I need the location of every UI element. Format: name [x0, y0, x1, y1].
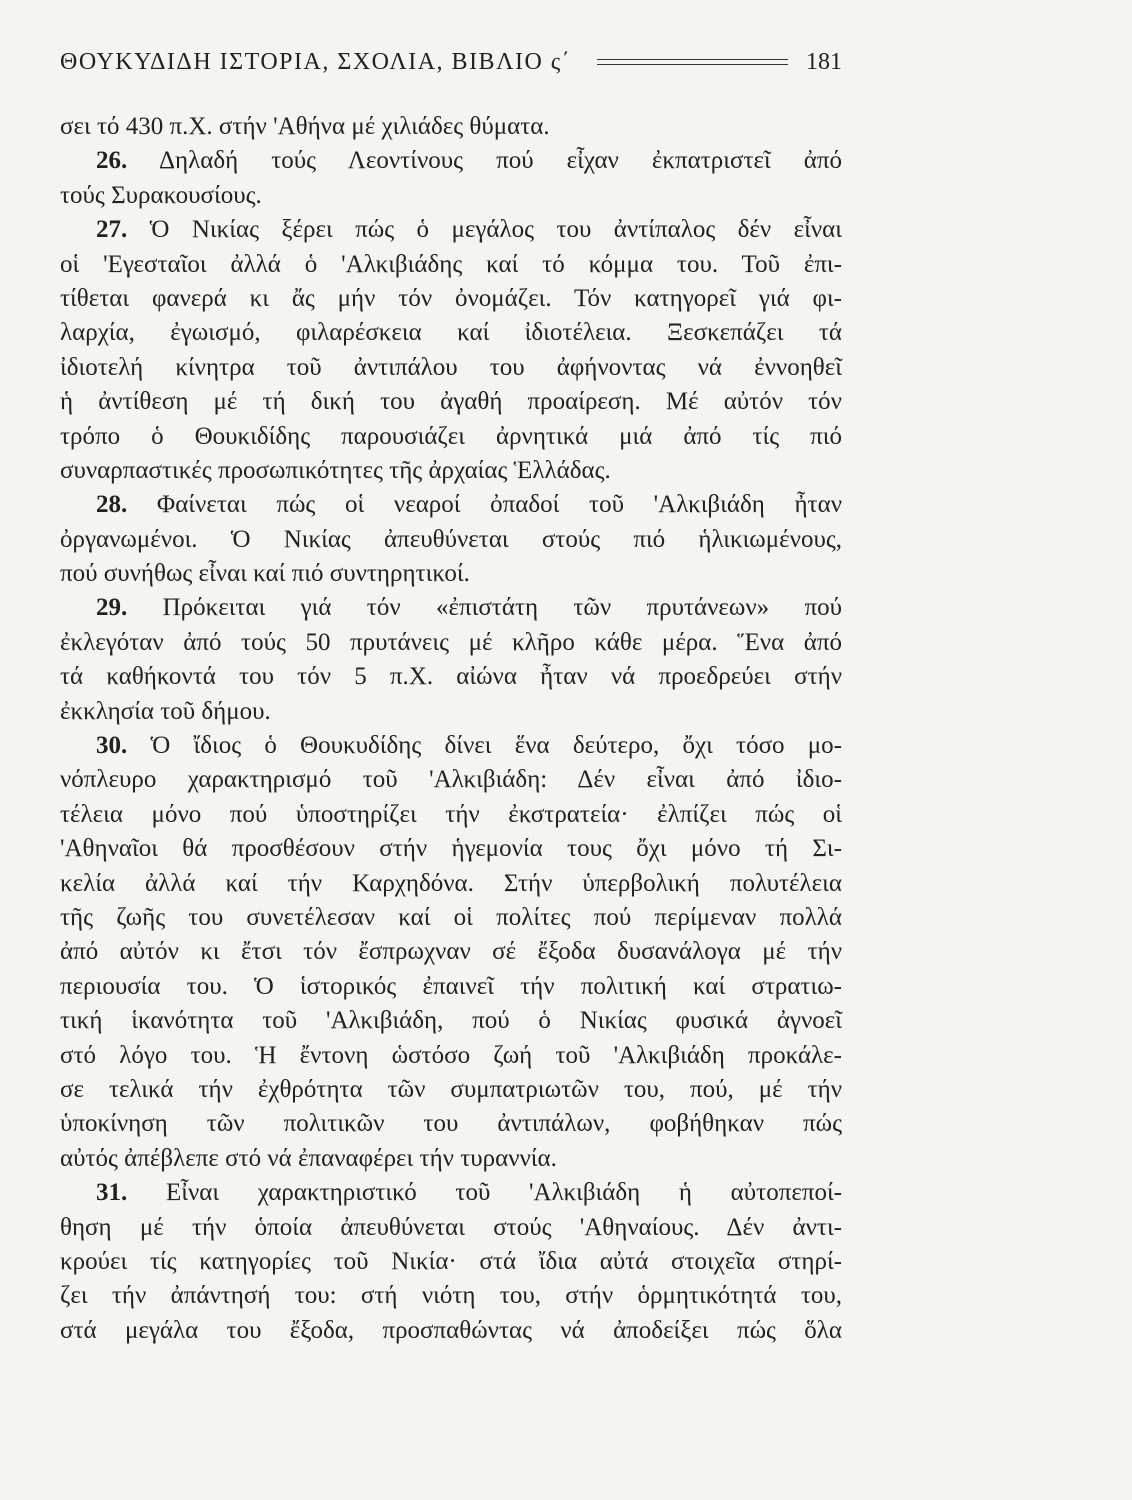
- note-number: 27.: [96, 216, 128, 244]
- note-number: 26.: [96, 147, 128, 175]
- note-line: κρούει τίς κατηγορίες τοῦ Νικία· στά ἴδια αὐτά στοιχεῖα στηρί-: [60, 1247, 842, 1275]
- note-line: τέλεια μόνο πού ὑποστηρίζει τήν ἐκστρατεία· ἐλπίζει πώς οἱ: [60, 800, 842, 828]
- note-number: 28.: [96, 491, 128, 519]
- running-header: [60, 46, 842, 78]
- note-line: τική ἱκανότητα τοῦ 'Αλκιβιάδη, πού ὁ Νικίας φυσικά ἀγνοεῖ: [60, 1007, 842, 1035]
- note-line: ἐκκλησία τοῦ δήμου.: [60, 697, 271, 725]
- note-line: κελία ἀλλά καί τήν Καρχηδόνα. Στήν ὑπερβολική πολυτέλεια: [60, 869, 842, 897]
- note-line: 28. Φαίνεται πώς οἱ νεαροί ὀπαδοί τοῦ 'Αλκιβιάδη ἦταν: [96, 491, 842, 519]
- note-line: τῆς ζωῆς του συνετέλεσαν καί οἱ πολίτες πού περίμεναν πολλά: [60, 903, 842, 931]
- note-line: 'Αθηναῖοι θά προσθέσουν στήν ἡγεμονία τους ὄχι μόνο τή Σι-: [60, 835, 842, 863]
- note-line: τρόπο ὁ Θουκιδίδης παρουσιάζει ἀρνητικά μιά ἀπό τίς πιό: [60, 422, 842, 450]
- note-line: σει τό 430 π.Χ. στήν 'Αθήνα μέ χιλιάδες θύματα.: [60, 113, 550, 140]
- note-line: τά καθήκοντά του τόν 5 π.Χ. αἰώνα ἦταν νά προεδρεύει στήν: [60, 663, 842, 691]
- note-line: ἐκλεγόταν ἀπό τούς 50 πρυτάνεις μέ κλῆρο κάθε μέρα. Ἕνα ἀπό: [60, 628, 842, 656]
- running-title: ΘΟΥΚΥΔΙΔΗ ΙΣΤΟΡΙΑ, ΣΧΟΛΙΑ, ΒΙΒΛΙΟ ς΄: [60, 48, 572, 75]
- note-line: νόπλευρο χαρακτηρισμό τοῦ 'Αλκιβιάδη: Δέν εἶναι ἀπό ἰδιο-: [60, 766, 842, 794]
- note-line: αὐτός ἀπέβλεπε στό νά ἐπαναφέρει τήν τυραννία.: [60, 1144, 557, 1172]
- header-rule: [597, 59, 788, 65]
- note-number: 30.: [96, 732, 128, 760]
- note-line: θηση μέ τήν ὁποία ἀπευθύνεται στούς 'Αθηναίους. Δέν ἀντι-: [60, 1213, 842, 1241]
- note-line: 30. Ὁ ἴδιος ὁ Θουκυδίδης δίνει ἕνα δεύτερο, ὄχι τόσο μο-: [96, 732, 843, 760]
- note-line: στά μεγάλα του ἔξοδα, προσπαθώντας νά ἀποδείξει πώς ὅλα: [60, 1316, 842, 1344]
- note-line: συναρπαστικές προσωπικότητες τῆς ἀρχαίας Ἑλλάδας.: [60, 456, 611, 484]
- note-number: 29.: [96, 594, 128, 622]
- note-line: 29. Πρόκειται γιά τόν «ἐπιστάτη τῶν πρυτάνεων» πού: [96, 594, 842, 622]
- note-line: λαρχία, ἐγωισμό, φιλαρέσκεια καί ἰδιοτέλεια. Ξεσκεπάζει τά: [60, 319, 842, 347]
- note-line: ὑποκίνηση τῶν πολιτικῶν του ἀντιπάλων, φοβήθηκαν πώς: [60, 1110, 842, 1138]
- note-line: τούς Συρακουσίους.: [60, 181, 262, 209]
- note-line: σε τελικά τήν ἐχθρότητα τῶν συμπατριωτῶν του, πού, μέ τήν: [60, 1075, 842, 1103]
- note-number: 31.: [96, 1179, 128, 1207]
- note-line: ἀπό αὐτόν κι ἔτσι τόν ἔσπρωχναν σέ ἔξοδα δυσανάλογα μέ τήν: [60, 938, 842, 966]
- note-line: 26. Δηλαδή τούς Λεοντίνους πού εἶχαν ἐκπατριστεῖ ἀπό: [96, 147, 843, 175]
- note-line: ὀργανωμένοι. Ὁ Νικίας ἀπευθύνεται στούς πιό ἡλικιωμένους,: [60, 525, 842, 553]
- page-number: 181: [806, 48, 842, 75]
- note-line: οἱ 'Εγεσταῖοι ἀλλά ὁ 'Αλκιβιάδης καί τό κόμμα του. Τοῦ ἐπι-: [60, 250, 842, 278]
- notes-body: [60, 110, 842, 1348]
- note-line: τίθεται φανερά κι ἄς μήν τόν ὀνομάζει. Τόν κατηγορεῖ γιά φι-: [60, 284, 842, 312]
- note-line: ἰδιοτελή κίνητρα τοῦ ἀντιπάλου του ἀφήνοντας νά ἐννοηθεῖ: [60, 353, 842, 381]
- note-line: ζει τήν ἀπάντησή του: στή νιότη του, στήν ὁρμητικότητά του,: [60, 1282, 842, 1310]
- note-line: περιουσία του. Ὁ ἱστορικός ἐπαινεῖ τήν πολιτική καί στρατιω-: [60, 972, 842, 1000]
- note-line: ἡ ἀντίθεση μέ τή δική του ἀγαθή προαίρεση. Μέ αὐτόν τόν: [60, 388, 842, 416]
- note-line: 27. Ὁ Νικίας ξέρει πώς ὁ μεγάλος του ἀντίπαλος δέν εἶναι: [96, 216, 842, 244]
- note-line: 31. Εἶναι χαρακτηριστικό τοῦ 'Αλκιβιάδη ἡ αὐτοπεποί-: [96, 1179, 842, 1207]
- note-line: στό λόγο του. Ἡ ἔντονη ὡστόσο ζωή τοῦ 'Αλκιβιάδη προκάλε-: [60, 1041, 842, 1069]
- note-line: πού συνήθως εἶναι καί πιό συντηρητικοί.: [60, 560, 470, 588]
